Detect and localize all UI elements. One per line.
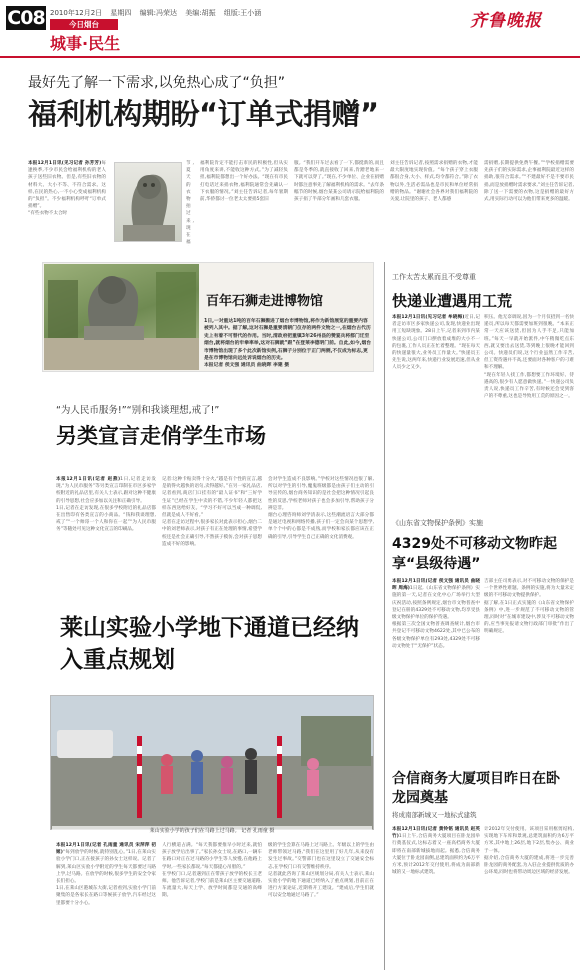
newspaper-logo: 齐鲁晚报 [470, 11, 542, 31]
designer-credit: 美编:胡振 [185, 9, 216, 17]
market-column-2: 记者:这种卡贴卖得十分火,“越是有个性的宣言,越是销得火越快的语句,卖得越好。”在另一家礼品店,记者看到,商店门口挂有的“最人证书”和“三好学生证”已经在学生中卖的不错,不少年轻人都把这样东西送给好友。“学习不好可以当成一种调侃,但就是成人不好看。” 记者在走访过程中,很多家长对此表示担心,烟台二中的刘老师表示,对孩子有正在处理的事情,希望学校还是社会正确引导,不然孩子模仿,会对孩子思想造成不好的影响。 [162, 477, 262, 547]
law-column-2: 吉部主任司勇表示,对不可移动文物的保护是一个世界性难题。条例的实施,将为大量未定级的不可移动文物提供保护。 据了解,在1日正式实施的《山东省文物保护条例》中,进一步规范了不可移动文物的管理,同时对“在城市建设中,涉及不可移动文物的,应当事先报请文物行政部门审批”作出了明确规定。 [484, 579, 574, 635]
issue-meta [50, 8, 267, 18]
lead-byline: 本报12月1日讯(见习记者 孙芳芳) [28, 161, 102, 166]
school-crossing-photo [50, 695, 374, 830]
jobs-column-1: 本报12月1日讯(见习记者 牟晓梅)近日,记者走访市区多家快递公司,发现,快递业出现用工短缺现象。28日上午,记者来到市内某快递公司,公司门口摆放着成堆的大小不一的包裹,工作人员正在忙着整理。“现在每天的快递量很大,业务员工作量大。”快递员王先生说,这两年来,快递行业发展迅速,但从业人员少之又少。 [392, 315, 480, 371]
law-column-1: 本报12月1日讯(记者 侯文强 通讯员 曲晓晖 周海)1日起,《山东省文物保护条例》实施的第一天,记者在文化中心广场举行大型庆祝活动,按照条例规定,烟台市文物普查中登记在册的4329处不可移动文物,均享受县级文物保护单位的保护待遇。 根据第三次全国文物普查调查统计,烟台市共登记不可移动文物4622处,其中已公布的各级文物保护单位有293处,4329处不可移动文物处于“无保护”状态。 [392, 579, 480, 649]
right-rail-divider [384, 262, 385, 970]
museum-lion-photo [44, 264, 199, 370]
school-column-2: 人行横道占满。“每天我都要推早小时过来,就怕孩子放学后出事了。”家长孙女士说,在路口,一辆车在路口对正在过马路的小学生等人放慢,在他路上学时,一些家长都说,“每天都提心吊胆的。” 在学校门口,记者遇到正在带孩子放学的校长王老师。他告诉记者,学校门前是莱山区主要交通道路,车流量大,每天上学、放学时间都是交通的高峰期。 [162, 843, 262, 899]
jobs-kicker: 工作太苦太累而且不受尊重 [392, 273, 476, 281]
school-photo-caption: 莱山实验小学的孩子们在马路上过马路。 记者 孔雨童 摄 [52, 826, 372, 836]
market-kicker: “为人民币服务!”“别和我谈理想,戒了!” [56, 405, 220, 416]
lead-column-6: 需捐赠,长期提供免费午餐。”“学校捐赠需要先孩子们的实际需求,企事福利院最近这样的捐助,很符合需求。”“不建最好不是不要市民捐,而是放捐赠时需求要求,”刘主任告诉记者,除了送一下需要的衣物,这是捐赠的最好方式,用实际行动可以为他们带来更多的温暖。 [484, 161, 574, 203]
page-header [0, 0, 580, 56]
market-column-1: 本报12月1日讯(记者 赵燕)1日,记者走访发现,“为人民币服务”等另类宣言印制在市区多家学校附近的礼品店里,有关人士表示,跟对这种不健康的引导思想,社会应多加以关注和正确引导。 1日,记者在走访发现,在很多学校附近的礼品店都在出售印有各类宣言的小商品。“钱和我谈理想,戒了”“一个帅哥一个人和你在一起”“为人民币服务”等随处可见这种文化宣言的印刷品。 [56, 477, 156, 533]
building-headline: 合信商务大厦项目昨日在卧龙园奠基 [392, 771, 560, 806]
lead-column-5: 刘主任告诉记者,按照需求捐赠的衣物,才能最大限度地实现价值。“每个孩子穿上衣服都很合身,大小、样式,均令都符合。”除了衣物以外,生活必需品也是市民和单位经常捐赠的物品。“谢谢社会各界对我们福利院的关爱,让院里的孩子、老人都感 [390, 161, 478, 203]
editor-credit: 编辑:冯荣达 [139, 9, 178, 17]
school-photo-graphic [51, 696, 374, 830]
museum-title: 百年石狮走进博物馆 [206, 294, 324, 309]
building-byline: 本报12月1日讯(记者 黄铃铭 通讯员 赵英竹) [392, 827, 480, 840]
market-headline: 另类宣言走俏学生市场 [56, 424, 266, 448]
museum-byline: 本报记者 侯文强 通讯员 曲晓晖 李建 摄 [204, 363, 290, 369]
law-headline: 4329处不可移动文物昨起享“县级待遇” [392, 536, 557, 572]
lead-column-3: 福利院肯定不能打击市民的积极性,但从实用角度来讲,不能收这种方式。”为了减轻负担,福利院都想出一个好办法。“现在有市民打电话过来捐衣物,福利院通常会先确认一下衣服的情况。”刘主任告诉记者,每年暑期前,华侨都讨一位老太太要捐5套旧 [200, 161, 288, 203]
building-column-1: 本报12月1日讯(记者 黄铃铭 通讯员 赵英竹)1日上午,合信商务大厦项目在卧龙园举行奠基仪式,这标志着又一座高档商务大厦即将在南部新城拔地而起。据悉,合信商务大厦位于卧龙园南侧,总建筑面积约为6万平方米,预计2012年交付使用,将成为南部新城的又一地标式建筑。 [392, 827, 480, 876]
school-column-3: 级的学生会算在马路上过马路上。年级以上的学生由老师带领过马路,“我们在这里用了好几年,从来没有发生过事故。”交警部门也在这里设立了交通安全标志,在学校门口有交警维持秩序。 记者就此咨询了莱山区规划分局,有关人士表示,莱山实验小学的地下通道已经纳入了重点规划,目前正在进行方案论证,近期将开工建设。“建成后,学生们就可以安全地通过马路了。” [268, 843, 374, 899]
market-byline: 本报12月1日讯(记者 赵燕) [56, 477, 121, 482]
law-kicker: 《山东省文物保护条例》实施 [392, 519, 483, 527]
section-title: 城事·民生 [50, 34, 121, 53]
header-divider [0, 56, 580, 58]
jobs-byline: 本报12月1日讯(见习记者 牟晓梅) [392, 315, 465, 320]
lead-column-4: 服。“我们开车过去看了一下,都挺新的,而且都是冬季的,就直接收了回来,肯蹭老地来一下就可以穿了。”现在,不少单位、企业在捐赠时都注意事先了解福利机构的需求。“去年条幅节的时候,烟台某某公司请示院给福利院的孩子捐了半部分年画和几套衣服。 [294, 161, 384, 203]
museum-photo-graphic [44, 264, 199, 370]
issue-weekday: 星期四 [110, 9, 132, 17]
lead-kicker: 最好先了解一下需求,以免热心成了“负担” [28, 75, 285, 91]
lead-column-2: 节,夏天的衣物拍过来,现在福 [186, 161, 194, 246]
market-column-3: 会对学生造成不良影响。”学校对这些情况也很了解,所以对学生的引导,魔鬼班级都是由孩子们主动的引导宣传的,烟台商务知识的是社会把这种情况引起良性的反思,学校老师对孩子也会多加引导,帮助孩子分辨是非。 烟台心理咨询师刘学清表示,这些潮流语言大部分都是通过电视和网络传播,孩子们一定会向某个思想学,单个个中的心都是不成熟,而学校和家长都应该在正确的引导,引导学生自己正确的文化消费观。 [268, 477, 374, 540]
school-byline: 本报12月1日讯(记者 孔雨童 通讯员 宋萍萍 初姬) [56, 843, 156, 856]
issue-date: 2010年12月2日 [50, 9, 103, 17]
page-number: C08 [7, 7, 45, 29]
lead-column-1: 本报12月1日讯(见习记者 孙芳芳)每逢换季,不少市民会给福利机构的老人孩子送些旧衣物。但是,有些旧衣物的材料大、大小不等、不符合需求。这样,在民的热心,一不小心变成福利机构的“负担”。不少福利机构呼吁“订单式捐赠”。 “有些衣物不太合时 [28, 161, 106, 217]
section-tag: 今日烟台 [50, 19, 118, 30]
building-column-2: 计2012年交付使用。该项目采用框剪结构,实现地下车库和景观,总建筑面积约为6万平方米,其中地上26层,地下2层,集办公、商业于一体。 据介绍,合信商务大厦的建成,将进一步完善卧龙园的商务配套,为入驻企业提供优质的办公环境,同时也将带动周边区域的经济发展。 [484, 827, 574, 876]
jobs-headline: 快递业遭遇用工荒 [392, 292, 513, 310]
school-headline: 莱山实验小学地下通道已经纳入重点规划 [60, 615, 359, 673]
museum-body: 1日,一对重达1吨的百年石狮搬进了烟台市博物馆,将作为新馆展览的重要内容被列入其中。据了解,这对石狮是重要清朝门仪存的两件文物之一,在烟台古代历史上有着不可替代的作用。当时,清政府把重镇3年26州县的赞宴兵将都门迁至烟台,就将烟台的牢拳率举,这对石狮就“跟”在登莱李德明门前。自此,如今,烟台市博物馆出现了多个此次新馆实例,石狮子分别位于正门两侧,不仅成为标志,更是在市博物馆向远处诉说烟台的历史。 本报记者 侯文强 通讯员 曲晓晖 李建 摄 [204, 319, 372, 369]
law-byline: 本报12月1日讯(记者 侯文强 通讯员 曲晓晖 周海) [392, 579, 480, 592]
proofreader-credit: 组版:王小涵 [223, 9, 262, 17]
jobs-column-2: 积压。他无奈调说,因为一个月仅招到一名快递员,所以每天都需要加班到很晚。“本来正常一天应该送货,但因为人手不足,只能加班。”每天一早就开始派件,中午稍微吃点东西,就又要出去送货,等到晚上很晚才能回到公司。快递员们说,这个行业虽然工作辛苦,但工资待遇并不高,还要面对各种客户的刁难和不理解。 “现在年轻人找工作,都想要工作环境好、待遇高的,很少有人愿意做快递。”一快递公司负责人说,快递员工作辛苦,有时候还会受到客户的不尊重,这也是导致用工荒的原因之一。 [484, 315, 574, 400]
school-column-1: 本报12月1日讯(记者 孔雨童 通讯员 宋萍萍 初姬)“每到放学的时候,就特别乱心。”1日,在莱山实验小学门口,正在接孩子的孙女士这样说。记者了解到,莱山区实验小学附近的学生每天都要过马路上学,过马路。在放学的时候,很多学生的安全令家长们担心。 1日,在莱山区港城东大街,记者看到,实验小学门前聚集的是各家长在路口等候孩子放学,汽车经过这里都要十分小心。 [56, 843, 156, 906]
building-subhead: 将成南部新城又一地标式建筑 [392, 811, 477, 819]
lead-headline: 福利机构期盼“订单式捐赠” [28, 97, 379, 131]
